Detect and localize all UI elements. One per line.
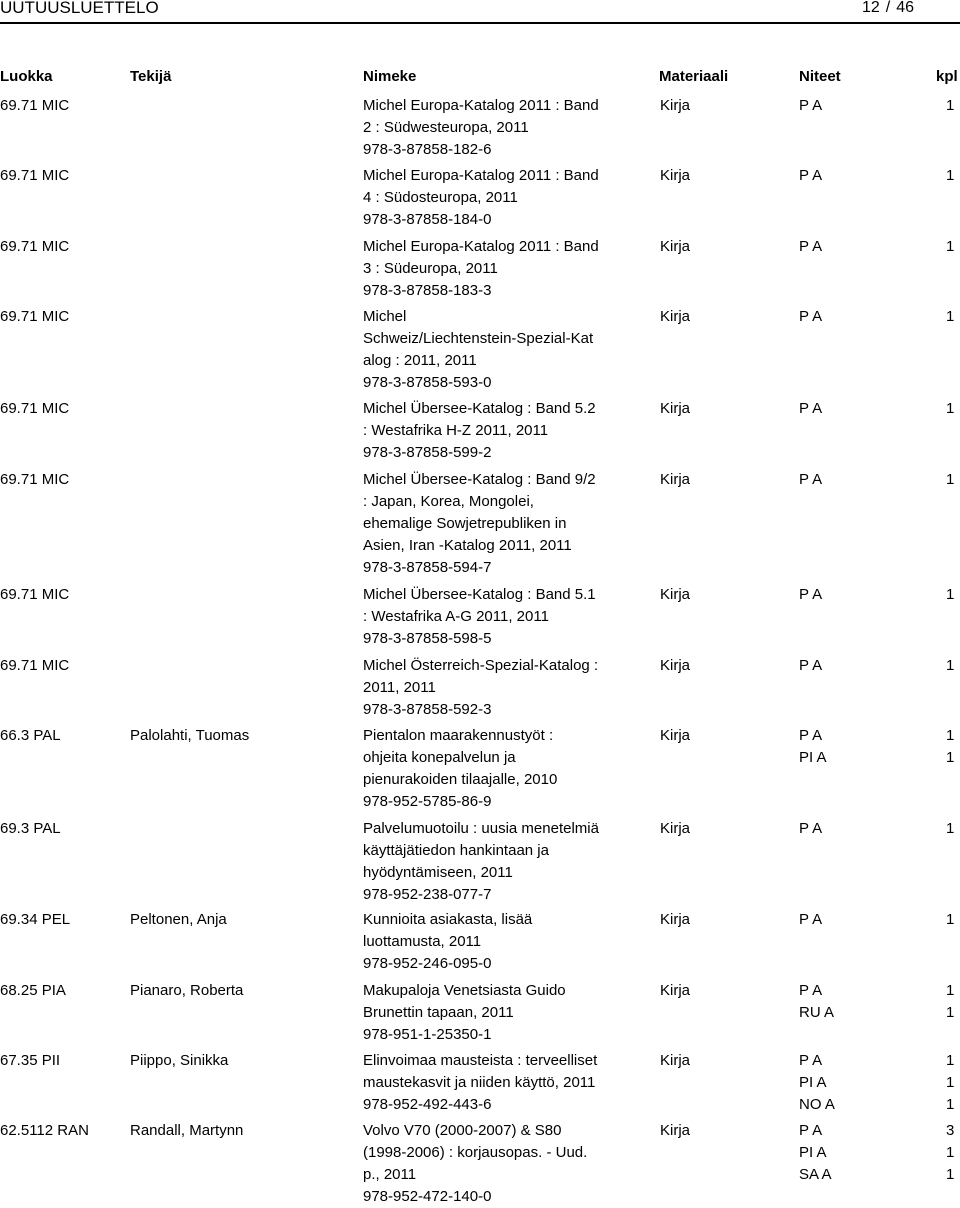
entry-title-line: Volvo V70 (2000-2007) & S80: [363, 1122, 562, 1139]
entry-location: P A: [799, 97, 823, 114]
entry-title-line: 978-3-87858-592-3: [363, 701, 492, 718]
entry-count-value: 1: [946, 982, 955, 999]
entry-location: P A: [799, 1052, 823, 1069]
entry-title: [363, 398, 596, 464]
entry-title-line: Michel Übersee-Katalog : Band 5.1: [363, 586, 596, 603]
page-header: [0, 0, 960, 24]
entry-copies-location: [799, 398, 822, 420]
entry-location: P A: [799, 308, 823, 325]
entry-title-line: 978-3-87858-598-5: [363, 630, 492, 647]
entry-material: Kirja: [660, 97, 691, 114]
entry-class: 69.71 MIC: [0, 238, 70, 255]
entry-location: P A: [799, 471, 823, 488]
entry-title-line: 4 : Südosteuropa, 2011: [363, 189, 518, 206]
entry-title: [363, 909, 532, 975]
entry-location: P A: [799, 586, 823, 603]
entry-count: [946, 1120, 954, 1186]
entry-material: Kirja: [660, 1122, 691, 1139]
entry-class: 69.71 MIC: [0, 657, 70, 674]
entry-material: Kirja: [660, 238, 691, 255]
page-number: 12: [862, 0, 880, 16]
entry-copies-location: [799, 165, 822, 187]
entry-title-line: Michel Europa-Katalog 2011 : Band: [363, 97, 599, 114]
entry-title-line: 978-3-87858-599-2: [363, 444, 492, 461]
entry-copies-location: [799, 236, 822, 258]
entry-material: Kirja: [660, 911, 691, 928]
entry-author: Peltonen, Anja: [130, 911, 227, 928]
entry-location: PI A: [799, 1144, 827, 1161]
entry-copies-location: [799, 909, 822, 931]
entry-title-line: Michel Österreich-Spezial-Katalog :: [363, 657, 599, 674]
entry-title: [363, 236, 599, 302]
entry-title-line: 978-3-87858-183-3: [363, 282, 492, 299]
entry-copies-location: [799, 584, 822, 606]
entry-count-value: 1: [946, 749, 955, 766]
entry-title-line: 978-951-1-25350-1: [363, 1026, 492, 1043]
entry-title-line: Michel Übersee-Katalog : Band 5.2: [363, 400, 596, 417]
column-header-kpl: kpl: [936, 68, 958, 85]
entry-class: 69.71 MIC: [0, 308, 70, 325]
entry-copies-location: [799, 980, 834, 1024]
entry-material: Kirja: [660, 471, 691, 488]
entry-title-line: luottamusta, 2011: [363, 933, 482, 950]
entry-copies-location: [799, 818, 822, 840]
entry-count: [946, 165, 954, 187]
entry-count-value: 1: [946, 727, 955, 744]
entry-location: P A: [799, 727, 823, 744]
entry-count-value: 3: [946, 1122, 955, 1139]
entry-count-value: 1: [946, 657, 955, 674]
entry-class: 69.71 MIC: [0, 471, 70, 488]
entry-count-value: 1: [946, 820, 955, 837]
entry-title-line: Michel Europa-Katalog 2011 : Band: [363, 167, 599, 184]
entry-title-line: Asien, Iran -Katalog 2011, 2011: [363, 537, 572, 554]
entry-count-value: 1: [946, 1096, 955, 1113]
entry-count-value: 1: [946, 167, 955, 184]
entry-title: [363, 1050, 597, 1116]
entry-copies-location: [799, 655, 822, 677]
entry-location: P A: [799, 820, 823, 837]
page-total: 46: [896, 0, 915, 16]
entry-class: 69.71 MIC: [0, 586, 70, 603]
entry-copies-location: [799, 306, 822, 328]
entry-title-line: Brunettin tapaan, 2011: [363, 1004, 514, 1021]
entry-location: PI A: [799, 1074, 827, 1091]
entry-count-value: 1: [946, 586, 955, 603]
entry-copies-location: [799, 1050, 835, 1116]
page-separator: /: [885, 0, 891, 16]
column-header-nimeke: Nimeke: [363, 68, 417, 85]
entry-copies-location: [799, 469, 822, 491]
entry-count: [946, 306, 954, 328]
column-header-tekija: Tekijä: [130, 68, 172, 85]
entry-count: [946, 980, 954, 1024]
entry-count-value: 1: [946, 1166, 955, 1183]
entry-count-value: 1: [946, 911, 955, 928]
entry-title: [363, 1120, 587, 1208]
entry-class: 66.3 PAL: [0, 727, 61, 744]
entry-title-line: Palvelumuotoilu : uusia menetelmiä: [363, 820, 599, 837]
entry-location: P A: [799, 911, 823, 928]
entry-title-line: (1998-2006) : korjausopas. - Uud.: [363, 1144, 588, 1161]
entry-title-line: käyttäjätiedon hankintaan ja: [363, 842, 549, 859]
entry-count-value: 1: [946, 238, 955, 255]
entry-location: P A: [799, 400, 823, 417]
entry-title-line: Kunnioita asiakasta, lisää: [363, 911, 533, 928]
entry-material: Kirja: [660, 400, 691, 417]
document-title: UUTUUSLUETTELO: [0, 0, 159, 17]
entry-class: 69.3 PAL: [0, 820, 61, 837]
entry-count: [946, 584, 954, 606]
entry-title-line: pienurakoiden tilaajalle, 2010: [363, 771, 558, 788]
entry-class: 69.34 PEL: [0, 911, 71, 928]
entry-title-line: Makupaloja Venetsiasta Guido: [363, 982, 566, 999]
entry-count: [946, 818, 954, 840]
entry-author: Palolahti, Tuomas: [130, 727, 250, 744]
entry-title-line: ohjeita konepalvelun ja: [363, 749, 516, 766]
column-header-materiaali: Materiaali: [659, 68, 729, 85]
entry-location: P A: [799, 657, 823, 674]
entry-count: [946, 95, 954, 117]
entry-material: Kirja: [660, 727, 691, 744]
entry-title-line: ehemalige Sowjetrepubliken in: [363, 515, 567, 532]
entry-count-value: 1: [946, 1052, 955, 1069]
entry-author: Pianaro, Roberta: [130, 982, 244, 999]
entry-count: [946, 1050, 954, 1116]
entry-title: [363, 725, 557, 813]
entry-title-line: 978-3-87858-594-7: [363, 559, 492, 576]
entry-material: Kirja: [660, 982, 691, 999]
entry-class: 62.5112 RAN: [0, 1122, 89, 1139]
entry-material: Kirja: [660, 167, 691, 184]
entry-count-value: 1: [946, 308, 955, 325]
entry-location: SA A: [799, 1166, 832, 1183]
entry-title-line: 2011, 2011: [363, 679, 436, 696]
entry-title-line: 978-3-87858-593-0: [363, 374, 492, 391]
entry-title-line: 978-952-246-095-0: [363, 955, 492, 972]
entry-title: [363, 165, 599, 231]
entry-count: [946, 469, 954, 491]
entry-title-line: maustekasvit ja niiden käyttö, 2011: [363, 1074, 596, 1091]
entry-author: Piippo, Sinikka: [130, 1052, 229, 1069]
column-header-niteet: Niteet: [799, 68, 841, 85]
entry-author: Randall, Martynn: [130, 1122, 244, 1139]
entry-count: [946, 655, 954, 677]
entry-title-line: 978-3-87858-182-6: [363, 141, 492, 158]
entry-title-line: Michel: [363, 308, 407, 325]
entry-location: P A: [799, 982, 823, 999]
entry-title-line: : Westafrika H-Z 2011, 2011: [363, 422, 549, 439]
entry-title-line: 978-952-238-077-7: [363, 886, 492, 903]
entry-title-line: 3 : Südeuropa, 2011: [363, 260, 498, 277]
entry-title-line: 978-952-492-443-6: [363, 1096, 492, 1113]
entry-title: [363, 469, 596, 579]
entry-title-line: p., 2011: [363, 1166, 417, 1183]
entry-title: [363, 818, 599, 906]
entry-copies-location: [799, 95, 822, 117]
entry-title-line: Schweiz/Liechtenstein-Spezial-Kat: [363, 330, 594, 347]
entry-class: 69.71 MIC: [0, 97, 70, 114]
column-header-luokka: Luokka: [0, 68, 53, 85]
entry-copies-location: [799, 725, 827, 769]
entry-title-line: Michel Europa-Katalog 2011 : Band: [363, 238, 599, 255]
entry-title-line: 978-952-5785-86-9: [363, 793, 492, 810]
entry-count-value: 1: [946, 1004, 955, 1021]
entry-location: PI A: [799, 749, 827, 766]
entry-title-line: hyödyntämiseen, 2011: [363, 864, 513, 881]
entry-count-value: 1: [946, 97, 955, 114]
entry-count-value: 1: [946, 471, 955, 488]
entry-title-line: 978-952-472-140-0: [363, 1188, 492, 1205]
entry-count-value: 1: [946, 1074, 955, 1091]
entry-count: [946, 398, 954, 420]
entry-title-line: : Japan, Korea, Mongolei,: [363, 493, 534, 510]
entry-location: NO A: [799, 1096, 835, 1113]
entry-count: [946, 725, 954, 769]
entry-count-value: 1: [946, 1144, 955, 1161]
entry-count: [946, 236, 954, 258]
entry-title-line: Elinvoimaa mausteista : terveelliset: [363, 1052, 598, 1069]
entry-material: Kirja: [660, 308, 691, 325]
entry-title: [363, 95, 599, 161]
entry-title: [363, 980, 566, 1046]
entry-title: [363, 655, 598, 721]
entry-title-line: alog : 2011, 2011: [363, 352, 477, 369]
entry-copies-location: [799, 1120, 832, 1186]
entry-material: Kirja: [660, 1052, 691, 1069]
entry-location: P A: [799, 238, 823, 255]
entry-title: [363, 306, 593, 394]
entry-title-line: Pientalon maarakennustyöt :: [363, 727, 554, 744]
entry-count-value: 1: [946, 400, 955, 417]
entry-material: Kirja: [660, 657, 691, 674]
entry-title-line: 978-3-87858-184-0: [363, 211, 492, 228]
entry-class: 68.25 PIA: [0, 982, 66, 999]
entry-class: 67.35 PII: [0, 1052, 61, 1069]
entry-title-line: : Westafrika A-G 2011, 2011: [363, 608, 549, 625]
entry-count: [946, 909, 954, 931]
entry-location: P A: [799, 1122, 823, 1139]
entry-title: [363, 584, 596, 650]
entry-location: P A: [799, 167, 823, 184]
entry-class: 69.71 MIC: [0, 167, 70, 184]
entry-location: RU A: [799, 1004, 835, 1021]
entry-title-line: Michel Übersee-Katalog : Band 9/2: [363, 471, 596, 488]
entry-material: Kirja: [660, 586, 691, 603]
entry-class: 69.71 MIC: [0, 400, 70, 417]
entry-material: Kirja: [660, 820, 691, 837]
entry-title-line: 2 : Südwesteuropa, 2011: [363, 119, 529, 136]
page-indicator: [862, 0, 914, 17]
